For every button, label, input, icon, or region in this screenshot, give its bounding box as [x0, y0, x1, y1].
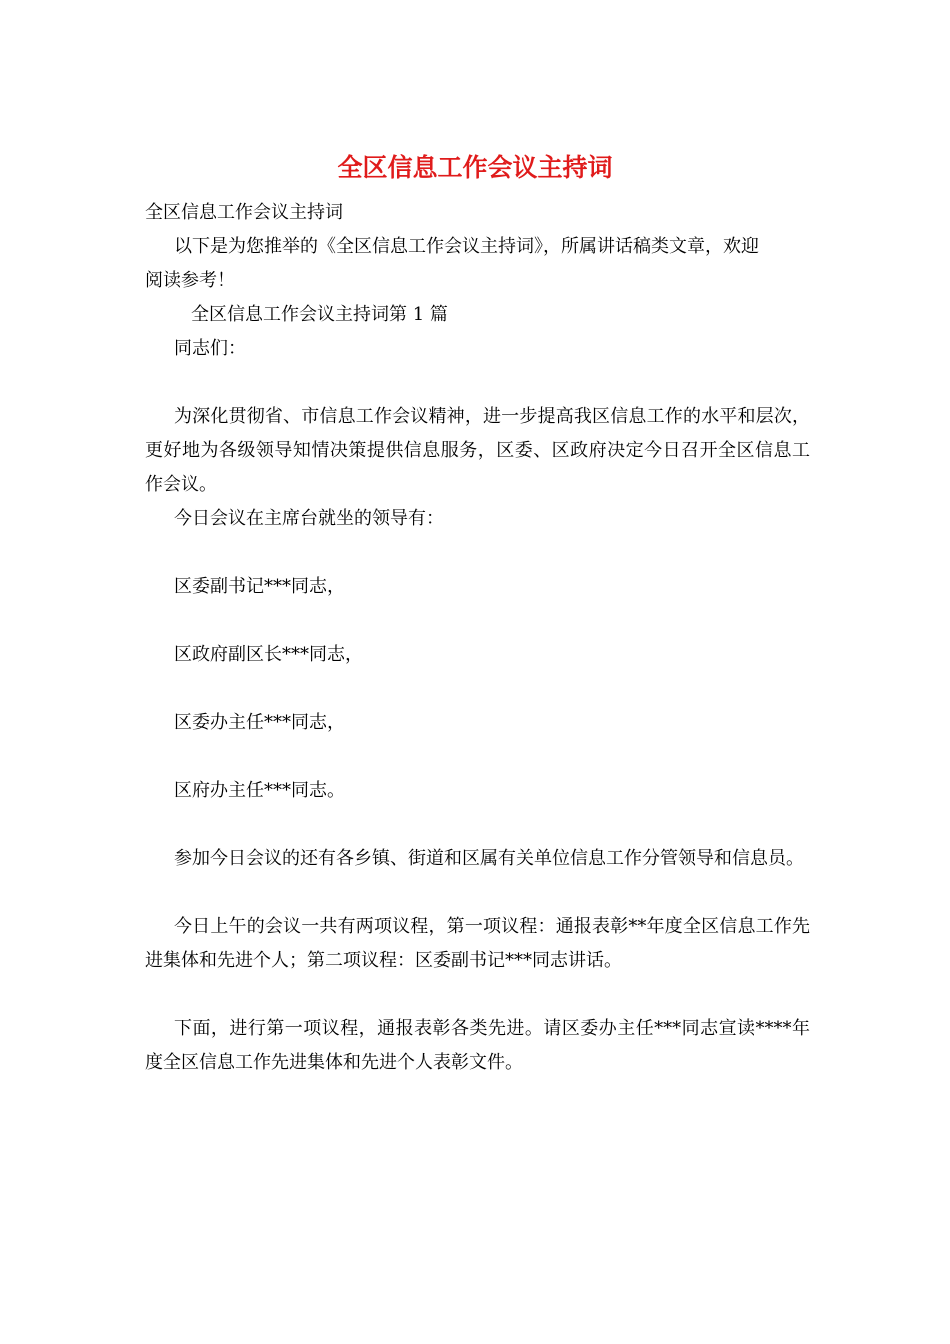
paragraph-agenda: 今日上午的会议一共有两项议程，第一项议程：通报表彰**年度全区信息工作先进集体和先进个人；第二项议程：区委副书记***同志讲话。 [145, 916, 810, 971]
spacer [145, 366, 810, 400]
document-subtitle: 全区信息工作会议主持词 [145, 202, 343, 223]
spacer [145, 808, 810, 842]
paragraph-attendees: 参加今日会议的还有各乡镇、街道和区属有关单位信息工作分管领导和信息员。 [174, 848, 804, 869]
leader-item: 区委办主任***同志， [174, 712, 345, 733]
intro-line-1: 以下是为您推举的《全区信息工作会议主持词》，所属讲话稿类文章，欢迎 [174, 236, 759, 257]
document-body [145, 196, 810, 1080]
spacer [145, 978, 810, 1012]
paragraph-first-item: 下面，进行第一项议程，通报表彰各类先进。请区委办主任***同志宣读****年度全区信息工作先进集体和先进个人表彰文件。 [145, 1018, 810, 1073]
spacer [145, 672, 810, 706]
document-title: 全区信息工作会议主持词 [337, 153, 613, 182]
spacer [145, 876, 810, 910]
intro-line-2: 阅读参考！ [145, 270, 235, 291]
spacer [145, 740, 810, 774]
paragraph-leaders-intro: 今日会议在主席台就坐的领导有： [174, 508, 444, 529]
paragraph-purpose: 为深化贯彻省、市信息工作会议精神，进一步提高我区信息工作的水平和层次，更好地为各级领导知情决策提供信息服务，区委、区政府决定今日召开全区信息工作会议。 [145, 406, 810, 495]
spacer [145, 604, 810, 638]
section-heading: 全区信息工作会议主持词第 1 篇 [191, 304, 448, 325]
leader-item: 区府办主任***同志。 [174, 780, 345, 801]
greeting: 同志们： [174, 338, 246, 359]
spacer [145, 536, 810, 570]
leader-item: 区委副书记***同志， [174, 576, 345, 597]
leader-item: 区政府副区长***同志， [174, 644, 363, 665]
